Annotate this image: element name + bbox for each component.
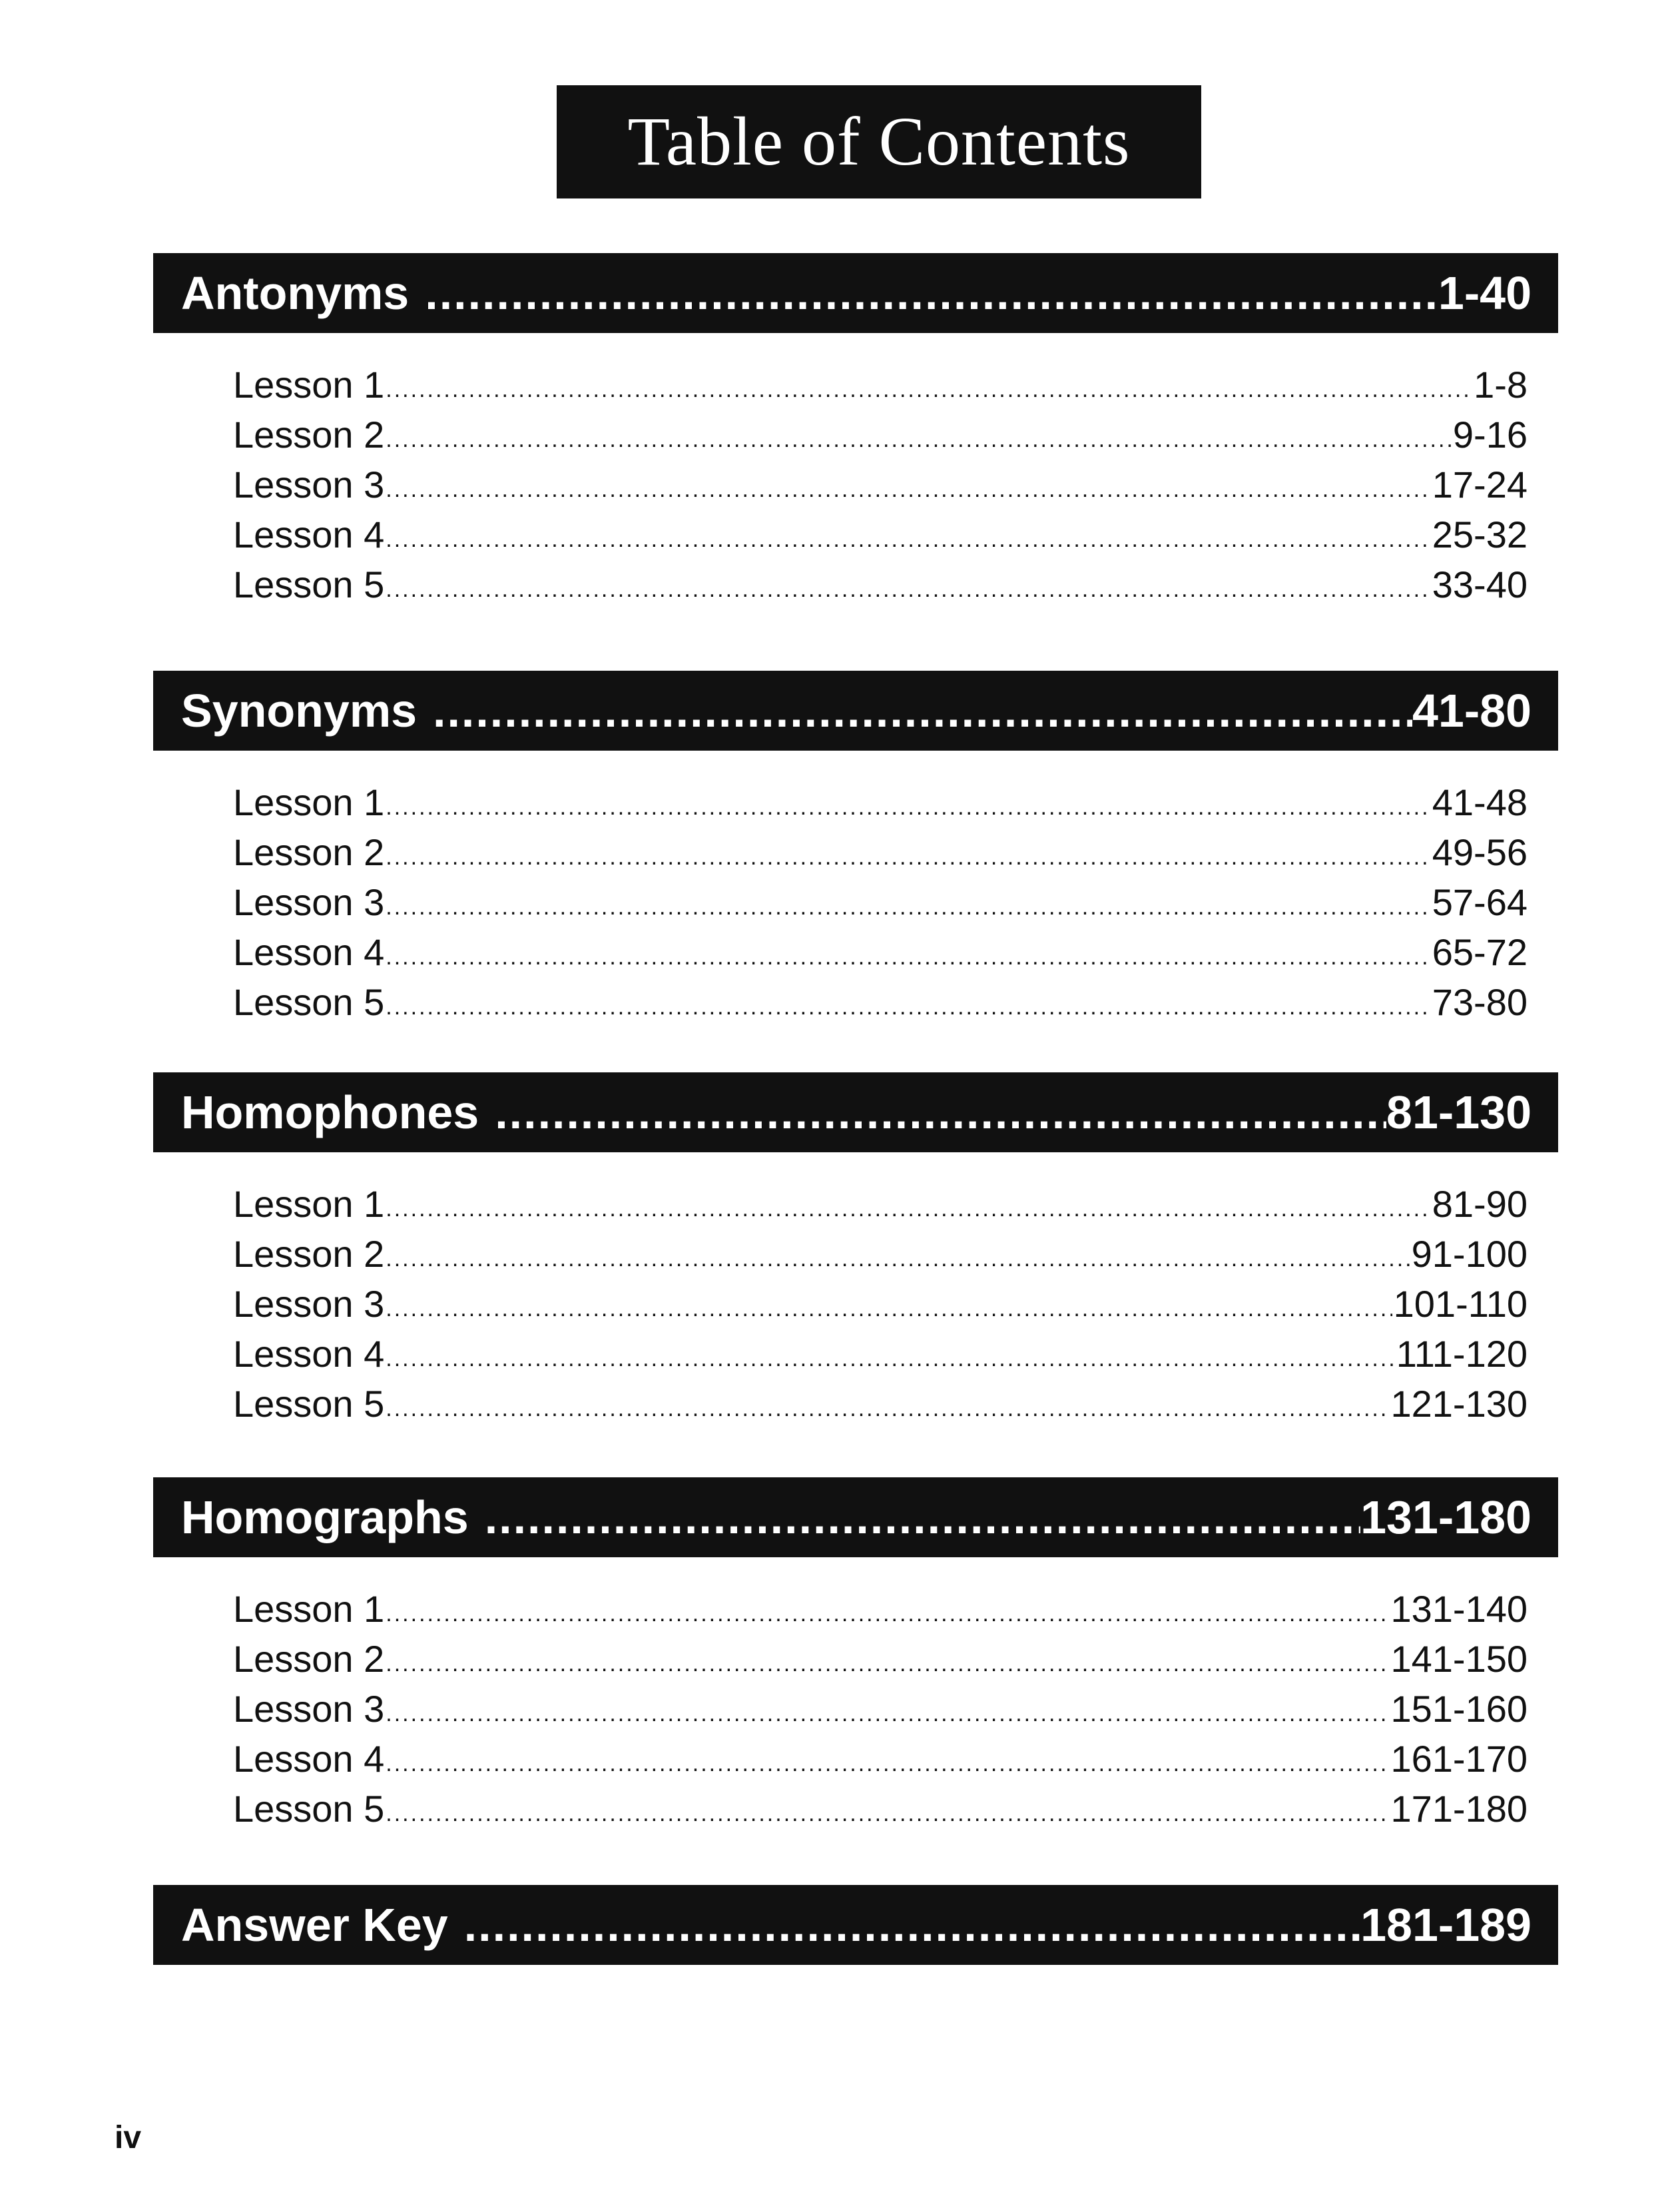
dot-leader xyxy=(386,1239,1410,1279)
lesson-row[interactable] xyxy=(233,1784,1528,1834)
dot-leader xyxy=(386,887,1430,927)
section-pages: 81-130 xyxy=(1386,1086,1532,1138)
dot-leader xyxy=(386,569,1430,609)
lesson-row[interactable] xyxy=(233,1584,1528,1634)
lesson-label: Lesson 3 xyxy=(233,881,385,923)
lesson-row[interactable] xyxy=(233,1229,1528,1279)
lesson-label: Lesson 2 xyxy=(233,1233,385,1275)
dot-leader xyxy=(386,1644,1389,1684)
lesson-list xyxy=(233,777,1528,1027)
dot-leader xyxy=(425,266,1438,320)
dot-leader xyxy=(386,420,1452,460)
lesson-row[interactable] xyxy=(233,977,1528,1027)
lesson-row[interactable] xyxy=(233,1684,1528,1734)
lesson-label: Lesson 5 xyxy=(233,981,385,1023)
lesson-label: Lesson 5 xyxy=(233,1383,385,1425)
dot-leader xyxy=(386,1389,1389,1429)
section-title: Antonyms xyxy=(181,267,410,319)
dot-leader xyxy=(433,684,1412,737)
lesson-label: Lesson 5 xyxy=(233,563,385,605)
lesson-row[interactable] xyxy=(233,1279,1528,1329)
dot-leader xyxy=(386,520,1430,559)
dot-leader xyxy=(386,1694,1389,1734)
dot-leader xyxy=(386,837,1430,877)
lesson-label: Lesson 3 xyxy=(233,464,385,506)
dot-leader xyxy=(464,1898,1360,1952)
lesson-row[interactable] xyxy=(233,1634,1528,1684)
lesson-pages: 81-90 xyxy=(1432,1183,1528,1225)
lesson-label: Lesson 5 xyxy=(233,1788,385,1830)
lesson-pages: 131-140 xyxy=(1390,1588,1528,1630)
lesson-label: Lesson 1 xyxy=(233,781,385,823)
lesson-pages: 41-48 xyxy=(1432,781,1528,823)
lesson-pages: 151-160 xyxy=(1390,1688,1528,1730)
section-pages: 41-80 xyxy=(1412,685,1532,737)
lesson-label: Lesson 1 xyxy=(233,1183,385,1225)
lesson-label: Lesson 2 xyxy=(233,831,385,873)
lesson-pages: 9-16 xyxy=(1452,414,1528,456)
lesson-pages: 73-80 xyxy=(1432,981,1528,1023)
lesson-row[interactable] xyxy=(233,559,1528,609)
lesson-pages: 91-100 xyxy=(1411,1233,1528,1275)
dot-leader xyxy=(386,1189,1430,1229)
section-header[interactable] xyxy=(153,1072,1558,1152)
section-header[interactable] xyxy=(153,671,1558,751)
lesson-label: Lesson 1 xyxy=(233,1588,385,1630)
lesson-label: Lesson 4 xyxy=(233,1333,385,1375)
lesson-label: Lesson 4 xyxy=(233,514,385,555)
lesson-row[interactable] xyxy=(233,510,1528,559)
section-title: Answer Key xyxy=(181,1899,448,1951)
lesson-pages: 17-24 xyxy=(1432,464,1528,506)
lesson-pages: 25-32 xyxy=(1432,514,1528,555)
lesson-label: Lesson 2 xyxy=(233,1638,385,1680)
lesson-pages: 33-40 xyxy=(1432,563,1528,605)
lesson-row[interactable] xyxy=(233,460,1528,510)
lesson-pages: 111-120 xyxy=(1396,1333,1528,1375)
lesson-pages: 141-150 xyxy=(1390,1638,1528,1680)
page-number: iv xyxy=(115,2120,142,2155)
lesson-row[interactable] xyxy=(233,410,1528,460)
section-title: Homophones xyxy=(181,1086,479,1138)
dot-leader xyxy=(386,987,1430,1027)
lesson-row[interactable] xyxy=(233,1379,1528,1429)
lesson-pages: 49-56 xyxy=(1432,831,1528,873)
dot-leader xyxy=(386,370,1472,410)
lesson-list xyxy=(233,360,1528,609)
lesson-label: Lesson 4 xyxy=(233,931,385,973)
lesson-pages: 161-170 xyxy=(1390,1738,1528,1780)
dot-leader xyxy=(485,1491,1360,1544)
dot-leader xyxy=(495,1086,1386,1139)
section-header[interactable] xyxy=(153,1885,1558,1965)
dot-leader xyxy=(386,937,1430,977)
section-header[interactable] xyxy=(153,1477,1558,1557)
dot-leader xyxy=(386,1794,1389,1834)
section-pages: 181-189 xyxy=(1360,1899,1532,1951)
dot-leader xyxy=(386,1744,1389,1784)
dot-leader xyxy=(386,1594,1389,1634)
lesson-pages: 57-64 xyxy=(1432,881,1528,923)
section-title: Homographs xyxy=(181,1491,469,1543)
lesson-row[interactable] xyxy=(233,1734,1528,1784)
lesson-pages: 1-8 xyxy=(1474,364,1528,406)
page-title: Table of Contents xyxy=(557,85,1201,198)
lesson-label: Lesson 1 xyxy=(233,364,385,406)
lesson-label: Lesson 2 xyxy=(233,414,385,456)
lesson-row[interactable] xyxy=(233,827,1528,877)
lesson-row[interactable] xyxy=(233,1329,1528,1379)
section-title: Synonyms xyxy=(181,685,417,737)
lesson-row[interactable] xyxy=(233,1179,1528,1229)
lesson-pages: 101-110 xyxy=(1393,1283,1528,1325)
lesson-row[interactable] xyxy=(233,927,1528,977)
lesson-row[interactable] xyxy=(233,877,1528,927)
lesson-list xyxy=(233,1584,1528,1834)
lesson-label: Lesson 4 xyxy=(233,1738,385,1780)
section-header[interactable] xyxy=(153,253,1558,333)
dot-leader xyxy=(386,1289,1392,1329)
dot-leader xyxy=(386,470,1430,510)
section-pages: 1-40 xyxy=(1438,267,1532,319)
lesson-pages: 65-72 xyxy=(1432,931,1528,973)
lesson-row[interactable] xyxy=(233,360,1528,410)
lesson-pages: 121-130 xyxy=(1390,1383,1528,1425)
lesson-row[interactable] xyxy=(233,777,1528,827)
lesson-list xyxy=(233,1179,1528,1429)
dot-leader xyxy=(386,1339,1395,1379)
lesson-label: Lesson 3 xyxy=(233,1688,385,1730)
dot-leader xyxy=(386,787,1430,827)
section-pages: 131-180 xyxy=(1360,1491,1532,1543)
lesson-label: Lesson 3 xyxy=(233,1283,385,1325)
lesson-pages: 171-180 xyxy=(1390,1788,1528,1830)
